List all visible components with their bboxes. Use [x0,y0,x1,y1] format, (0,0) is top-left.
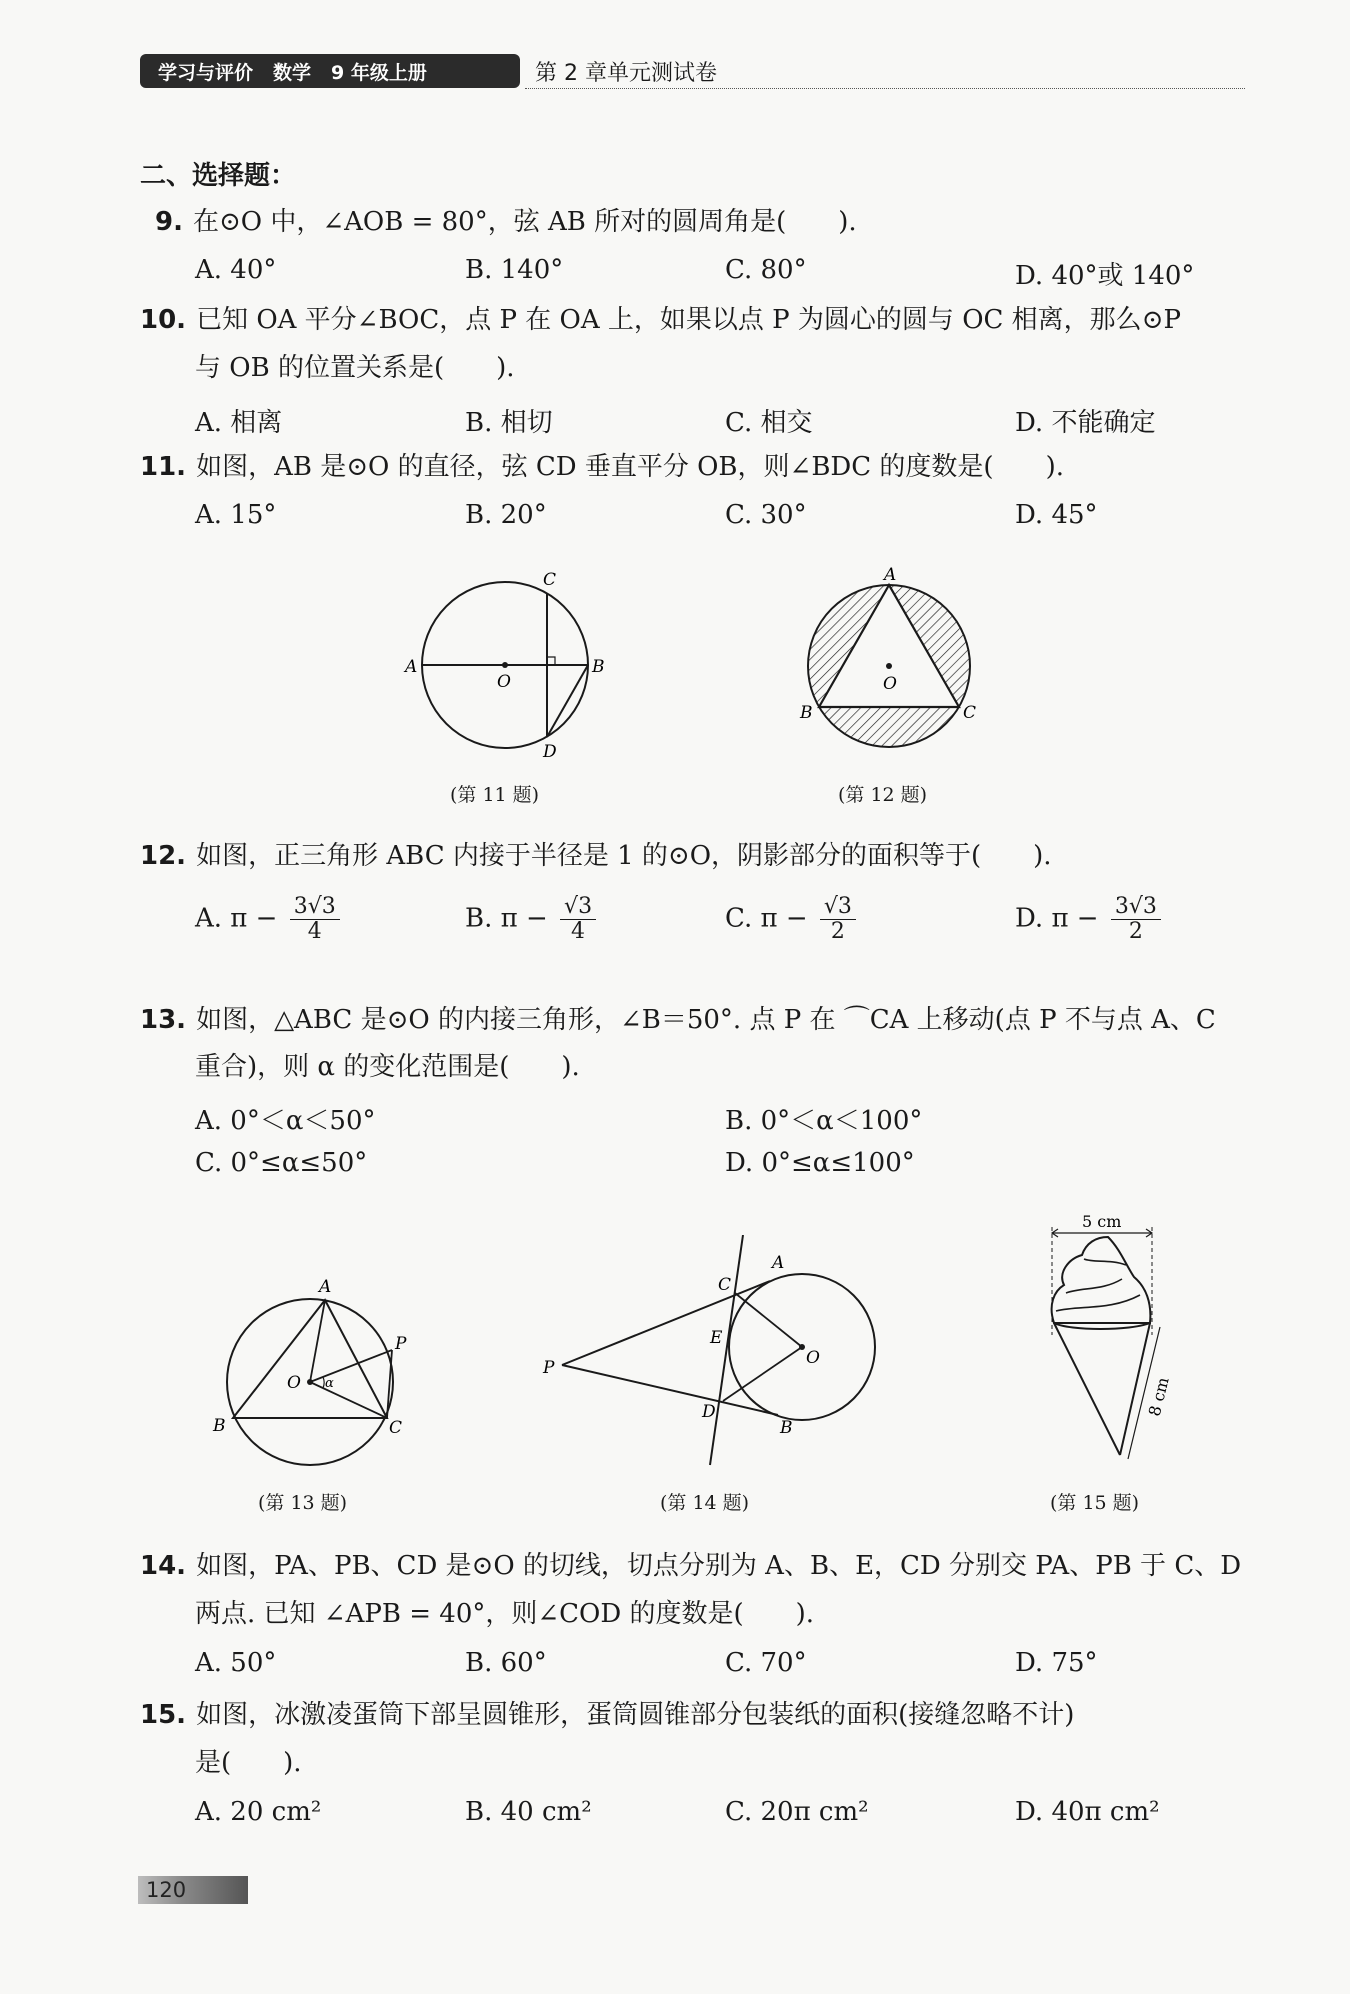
option-a: A. 20 cm² [195,1797,322,1827]
right-angle-mark [547,657,555,665]
ice-cream-top [1052,1237,1151,1323]
numerator: √3 [820,895,856,920]
label-b: B [780,1418,793,1438]
question-13 [140,1000,1216,1040]
label-b: B [592,657,605,677]
segment-oc [735,1293,802,1347]
segment-oa [310,1300,325,1382]
question-9 [155,202,857,242]
page-number: 120 [138,1876,248,1904]
header-divider [525,88,1245,89]
numerator: 3√3 [290,895,340,920]
label-o: O [806,1348,820,1368]
figure-13-caption: (第 13 题) [258,1492,348,1514]
question-14 [140,1546,1241,1586]
tangent-cd [710,1235,743,1465]
fraction [820,895,856,944]
option-b: B. 60° [465,1648,547,1678]
question-text: 如图，AB 是⊙O 的直径，弦 CD 垂直平分 OB，则∠BDC 的度数是( ). [196,452,1064,482]
label-alpha: α [325,1376,334,1391]
question-11 [140,447,1064,487]
option-b: B. 20° [465,500,547,530]
label-a: A [772,1253,785,1273]
book-series: 学习与评价 [158,61,254,84]
label-d: D [543,742,557,762]
option-a [195,895,340,944]
label-d: D [702,1402,716,1422]
figure-12-caption: (第 12 题) [838,784,928,806]
label-c: C [389,1418,403,1438]
question-10-line2: 与 OB 的位置关系是( ). [195,353,515,383]
option-c: C. 0°≤α≤50° [195,1148,368,1178]
angle-alpha-arc [323,1377,324,1388]
option-c: C. 相交 [725,408,813,438]
numerator: √3 [560,895,596,920]
option-c: C. 80° [725,255,807,285]
center-point [799,1344,805,1350]
swirl-line-2 [1056,1295,1140,1311]
label-a: A [319,1277,332,1297]
label-b: B [213,1416,226,1436]
denominator: 4 [307,919,322,944]
option-a: A. 50° [195,1648,277,1678]
section-title: 二、选择题： [140,161,297,191]
option-c: C. 30° [725,500,807,530]
option-d: D. 40°或 140° [1015,261,1195,291]
swirl-line-1 [1066,1279,1122,1293]
label-c: C [543,570,557,590]
question-15 [140,1695,1074,1735]
question-number: 15. [140,1700,187,1730]
figure-12 [795,565,995,765]
option-d: D. 不能确定 [1015,408,1156,438]
figure-15 [1030,1215,1190,1475]
label-a: A [405,657,418,677]
option-b: B. 40 cm² [465,1797,592,1827]
option-label: D. π − [1015,903,1099,934]
option-a: A. 15° [195,500,277,530]
option-label: C. π − [725,903,808,934]
center-point [307,1379,313,1385]
segment-op [310,1350,392,1382]
figure-11 [395,565,625,765]
option-c: C. 70° [725,1648,807,1678]
label-o: O [883,674,897,694]
slant-label: 8 cm [1144,1375,1173,1419]
question-number: 13. [140,1005,187,1035]
denominator: 4 [571,919,586,944]
center-point [886,663,892,669]
fraction [560,895,596,944]
option-d: D. 75° [1015,1648,1098,1678]
tangent-pb [562,1365,778,1415]
figure-14-caption: (第 14 题) [660,1492,750,1514]
option-d: D. 40π cm² [1015,1797,1160,1827]
label-c: C [963,703,977,723]
question-text-line1: 如图，冰激凌蛋筒下部呈圆锥形，蛋筒圆锥部分包装纸的面积(接缝忽略不计) [196,1700,1075,1730]
tangent-pa [562,1281,770,1365]
option-d [1015,895,1161,944]
label-b: B [800,703,813,723]
book-header-bar [140,54,520,88]
segment-bd [547,665,588,737]
option-a: A. 40° [195,255,277,285]
label-p: P [543,1358,555,1378]
option-b: B. 0°＜α＜100° [725,1106,923,1136]
book-grade: 9 年级上册 [331,61,427,84]
denominator: 2 [1128,919,1143,944]
question-13-line2: 重合)，则 α 的变化范围是( ). [195,1052,580,1082]
label-c: C [718,1275,732,1295]
question-number: 14. [140,1551,187,1581]
question-number: 11. [140,452,187,482]
question-number: 9. [155,207,183,237]
option-label: A. π − [195,903,278,934]
option-a: A. 相离 [195,408,283,438]
option-b: B. 相切 [465,408,553,438]
question-15-line2: 是( ). [195,1748,302,1778]
question-text-line1: 如图，PA、PB、CD 是⊙O 的切线，切点分别为 A、B、E，CD 分别交 PA、PB 于 C、D [196,1551,1242,1581]
denominator: 2 [830,919,845,944]
question-10 [140,300,1181,340]
question-text-line1: 如图，△ABC 是⊙O 的内接三角形，∠B＝50°. 点 P 在 ⌒CA 上移动(点 P 不与点 A、C [196,1005,1216,1035]
question-text-line1: 已知 OA 平分∠BOC，点 P 在 OA 上，如果以点 P 为圆心的圆与 OC 相离，那么⊙P [196,305,1181,335]
question-text: 在⊙O 中，∠AOB = 80°，弦 AB 所对的圆周角是( ). [192,207,857,237]
figure-14 [540,1235,890,1475]
book-subject: 数学 [273,61,312,84]
segment-oc [310,1382,387,1418]
option-d: D. 45° [1015,500,1098,530]
label-a: A [884,565,897,585]
option-label: B. π − [465,903,548,934]
option-c: C. 20π cm² [725,1797,869,1827]
swirl-line-3 [1084,1259,1126,1265]
question-text: 如图，正三角形 ABC 内接于半径是 1 的⊙O，阴影部分的面积等于( ). [196,841,1052,871]
label-p: P [395,1334,407,1354]
fraction [290,895,340,944]
question-number: 12. [140,841,187,871]
center-point [502,662,508,668]
option-b [465,895,596,944]
label-o: O [497,672,511,692]
figure-15-caption: (第 15 题) [1050,1492,1140,1514]
numerator: 3√3 [1111,895,1161,920]
option-a: A. 0°＜α＜50° [195,1106,376,1136]
cone-left-edge [1054,1323,1120,1455]
option-d: D. 0°≤α≤100° [725,1148,915,1178]
question-14-line2: 两点. 已知 ∠APB = 40°，则∠COD 的度数是( ). [195,1599,815,1629]
figure-11-caption: (第 11 题) [450,784,540,806]
figure-13 [205,1275,415,1475]
option-c [725,895,856,944]
label-e: E [710,1328,723,1348]
option-b: B. 140° [465,255,564,285]
fraction [1111,895,1161,944]
question-12 [140,836,1052,876]
width-label: 5 cm [1082,1215,1122,1231]
chapter-title: 第 2 章单元测试卷 [535,61,717,86]
question-number: 10. [140,305,187,335]
label-o: O [287,1373,301,1393]
